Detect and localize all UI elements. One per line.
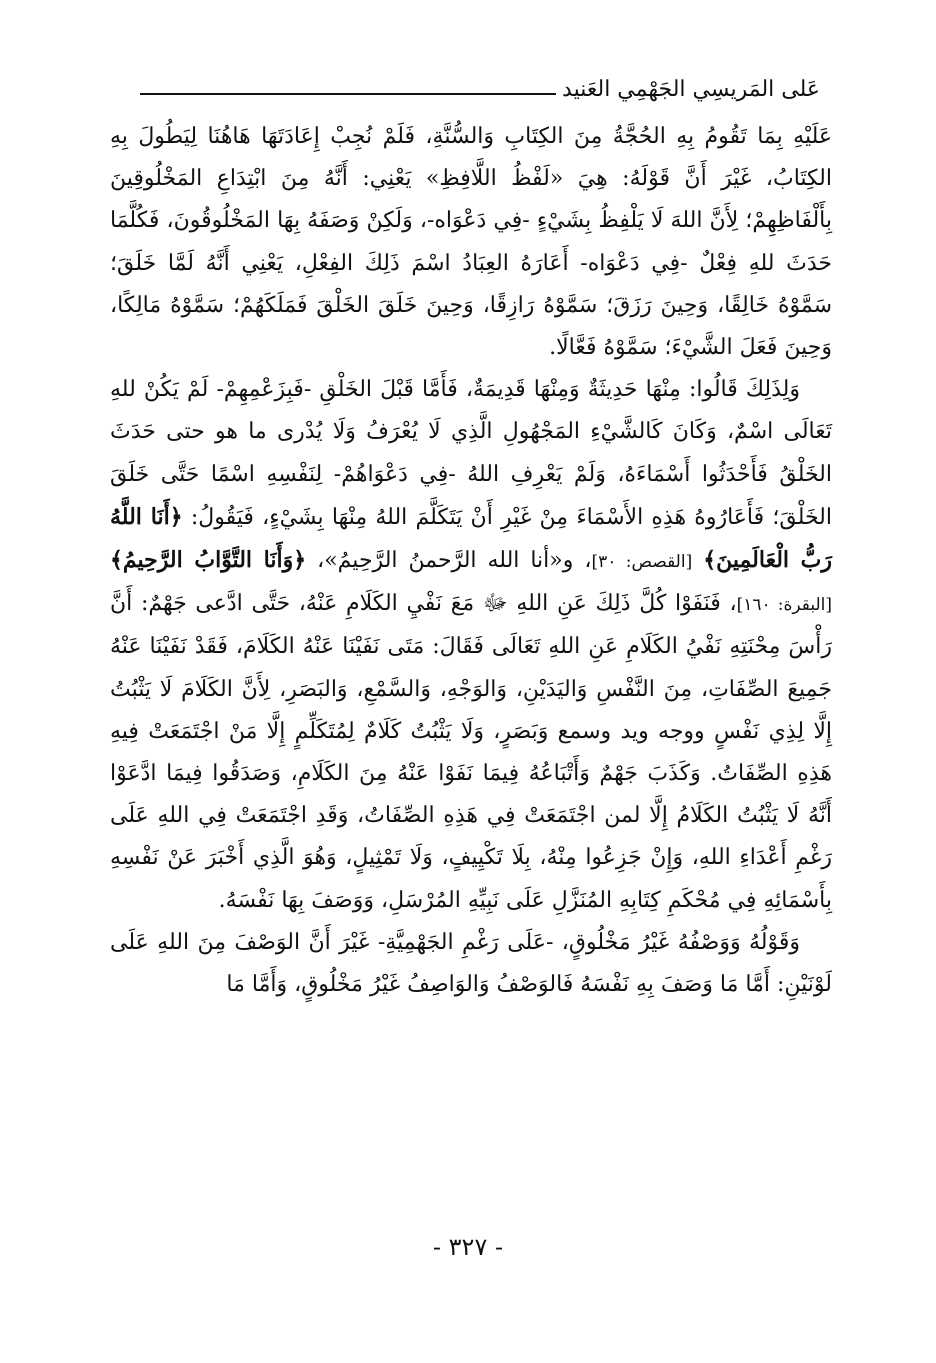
verse-reference-2: [البقرة: ١٦٠]	[736, 595, 833, 616]
paragraph-2-text-between: ، و«أنا الله الرَّحمنُ الرَّحِيمُ»،	[317, 548, 592, 574]
quran-verse-2: ﴿وَأَنَا التَّوَّابُ الرَّحِيمُ﴾	[110, 547, 307, 574]
running-title: عَلى المَريسِي الجَهْمِي العَنيد	[562, 77, 820, 102]
paragraph-1	[110, 116, 832, 369]
body-text	[110, 116, 832, 1006]
paragraph-2-text-before-verse: وَلِذَلِكَ قَالُوا: مِنْهَا حَدِيثَةٌ وَمِنْهَا قَدِيمَةٌ، فَأَمَّا قَبْلَ الخَلْقِ -فَبِزَعْمِهِمْ- لَمْ يَكُنْ للهِ تَعَالَى اسْمٌ، وَكَانَ كَالشَّيْءِ المَجْهُولِ الَّذِي لَا يُعْرَفُ وَلَا يُدْرى ما هو حتى حَدَثَ الخَلْقُ فَأَحْدَثُوا أَسْمَاءَهُ، وَلَمْ يَعْرِفِ اللهُ -فِي دَعْوَاهُمْ- لِنَفْسِهِ اسْمًا حَتَّى خَلَقَ الخَلْقَ؛ فَأَعَارُوهُ هَذِهِ الأَسْمَاءَ مِنْ غَيْرِ أَنْ يَتَكَلَّمَ اللهُ مِنْهَا بِشَيْءٍ، فَيَقُولُ:	[110, 377, 832, 530]
paragraph-3	[110, 922, 832, 1006]
page-number: - ٣٢٧ -	[432, 1233, 504, 1261]
paragraph-2-text-after-verse: ، فَنَفَوْا كُلَّ ذَلِكَ عَنِ اللهِ ﷻ مَعَ نَفْيِ الكَلَامِ عَنْهُ، حَتَّى ادَّعى جَهْمٌ: أَنَّ رَأْسَ مِحْنَتِهِ نَفْيُ الكَلَامِ عَنِ اللهِ تَعَالَى فَقَالَ: مَتَى نَفَيْنَا عَنْهُ الكَلَامَ، فَقَدْ نَفَيْنَا عَنْهُ جَمِيعَ الصِّفَاتِ، مِنَ النَّفْسِ وَاليَدَيْنِ، وَالوَجْهِ، وَالسَّمْعِ، وَالبَصَرِ، لِأَنَّ الكَلَامَ لَا يَثْبُتُ إِلَّا لِذِي نَفْسٍ ووجه ويد وسمع وَبَصَرٍ، وَلَا يَثْبُتُ كَلَامٌ لِمُتَكَلِّمٍ إِلَّا مَنْ اجْتَمَعَتْ فِيهِ هَذِهِ الصِّفَاتُ. وَكَذَبَ جَهْمٌ وَأَتْبَاعُهُ فِيمَا نَفَوْا عَنْهُ مِنَ الكَلَامِ، وَصَدَقُوا فِيمَا ادَّعَوْا أَنَّهُ لَا يَثْبُتُ الكَلَامُ إِلَّا لمن اجْتَمَعَتْ فِي هَذِهِ الصِّفَاتُ، وَقَدِ اجْتَمَعَتْ فِي اللهِ عَلَى رَغْمِ أَعْدَاءِ اللهِ، وَإِنْ جَزِعُوا مِنْهُ، بِلَا تَكْيِيفٍ، وَلَا تَمْثِيلٍ، وَهُوَ الَّذِي أَخْبَرَ عَنْ نَفْسِهِ بِأَسْمَائِهِ فِي مُحْكَمِ كِتَابِهِ المُنَزَّلِ عَلَى نَبِيِّهِ المُرْسَلِ، وَوَصَفَ بِهَا نَفْسَهُ.	[110, 591, 832, 913]
header-rule	[140, 93, 556, 95]
quran-verse-1: ﴿أَنَا اللَّهُ رَبُّ الْعَالَمِينَ﴾	[110, 503, 832, 574]
running-header	[140, 64, 820, 104]
paragraph-1-text: عَلَيْهِ بِمَا تَقُومُ بِهِ الحُجَّةُ مِنَ الكِتَابِ وَالسُّنَّةِ، فَلَمْ نُجِبْ إِعَادَتَهَا هَاهُنَا لِيَطُولَ بِهِ الكِتَابُ، غَيْرَ أَنَّ قَوْلَهُ: هِيَ «لَفْظُ اللَّافِظِ» يَعْنِي: أَنَّهُ مِنَ ابْتِدَاعِ المَخْلُوقِينَ بِأَلْفَاظِهِمْ؛ لِأَنَّ اللهَ لَا يَلْفِظُ بِشَيْءٍ -فِي دَعْوَاه-، وَلَكِنْ وَصَفَهُ بِهَا المَخْلُوقُونَ، فَكُلَّمَا حَدَثَ للهِ فِعْلٌ -فِي دَعْوَاه- أَعَارَهُ العِبَادُ اسْمَ ذَلِكَ الفِعْلِ، يَعْنِي أَنَّهُ لَمَّا خَلَقَ؛ سَمَّوْهُ خَالِقًا، وَحِينَ رَزَقَ؛ سَمَّوْهُ رَازِقًا، وَحِينَ خَلَقَ الخَلْقَ فَمَلَكَهُمْ؛ سَمَّوْهُ مَالِكًا، وَحِينَ فَعَلَ الشَّيْءَ؛ سَمَّوْهُ فَعَّالًا.	[110, 124, 832, 361]
verse-reference-1: [القصص: ٣٠]	[591, 552, 693, 573]
paragraph-2	[110, 369, 832, 922]
paragraph-3-text: وَقَوْلُهُ وَوَصْفُهُ غَيْرُ مَخْلُوقٍ، -عَلَى رَغْمِ الجَهْمِيَّةِ- غَيْرَ أَنَّ الوَصْفَ مِنَ اللهِ عَلَى لَوْنَيْنِ: أَمَّا مَا وَصَفَ بِهِ نَفْسَهُ فَالوَصْفُ وَالوَاصِفُ غَيْرُ مَخْلُوقٍ، وَأَمَّا مَا	[110, 929, 832, 998]
